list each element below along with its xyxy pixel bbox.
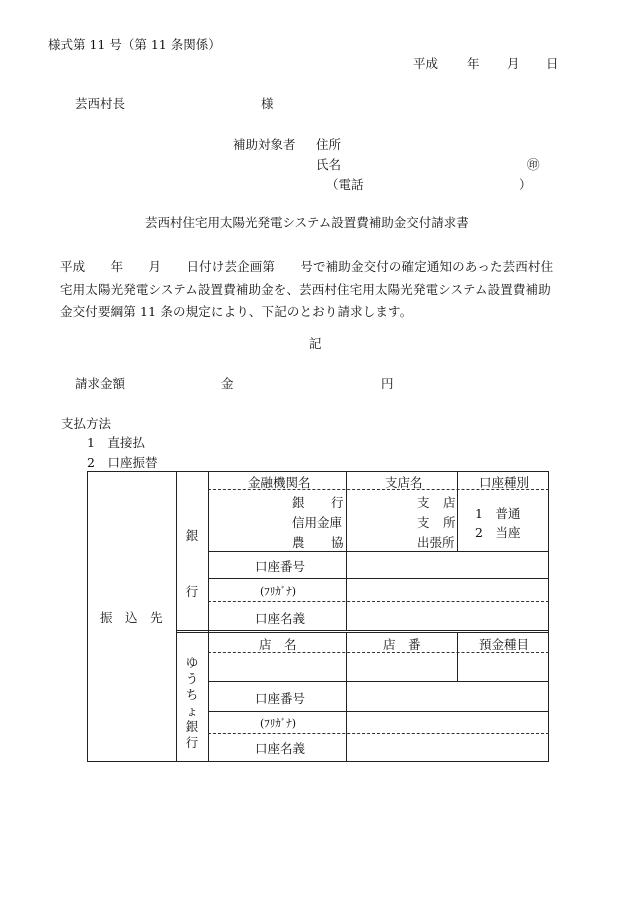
date-month: 月: [507, 56, 520, 71]
yucho-vertical-label-3: ち: [185, 687, 199, 702]
document-title: 芸西村住宅用太陽光発電システム設置費補助金交付請求書: [145, 215, 469, 230]
bank-furigana-label: (ﾌﾘｶﾞﾅ): [260, 585, 297, 598]
date-year: 年: [467, 56, 480, 71]
branch-type-shiten-1: 支: [417, 495, 430, 510]
address-label: 住所: [316, 137, 342, 152]
yucho-header-store-name: 店 名: [259, 637, 297, 652]
ki-mark: 記: [309, 336, 322, 351]
name-label: 氏名: [316, 157, 342, 172]
yucho-account-number-label: 口座番号: [255, 691, 306, 706]
form-number: 様式第 11 号（第 11 条関係）: [48, 37, 221, 52]
bank-account-number-label: 口座番号: [255, 559, 306, 574]
account-type-current: 2 当座: [475, 525, 521, 540]
applicant-label: 補助対象者: [233, 137, 296, 152]
yucho-vertical-label-1: ゆ: [185, 655, 199, 670]
bank-vertical-label-2: 行: [185, 584, 199, 599]
branch-type-shisho-2: 所: [443, 515, 456, 530]
body-paragraph: [60, 256, 600, 324]
yucho-furigana-label: (ﾌﾘｶﾞﾅ): [260, 717, 297, 730]
header-account-type: 口座種別: [479, 475, 530, 490]
phone-label: （電話: [326, 177, 364, 192]
transfer-destination-label: 振 込 先: [100, 610, 163, 625]
body-line: 平成 年 月 日付け芸企画第 号で補助金交付の確定通知のあった芸西村住: [60, 259, 554, 274]
amount-unit: 円: [381, 376, 394, 391]
header-branch-name: 支店名: [385, 475, 423, 490]
yucho-account-holder-label: 口座名義: [255, 741, 306, 756]
bank-vertical-label-1: 銀: [185, 528, 199, 543]
yucho-vertical-label-5: 銀: [185, 719, 199, 734]
payment-label: 支払方法: [61, 416, 112, 431]
header-institution-name: 金融機関名: [248, 475, 311, 490]
payment-option-direct: 1 直接払: [87, 435, 145, 450]
institution-type-nokyo-2: 協: [331, 535, 344, 550]
institution-type-shinkin: 信用金庫: [292, 515, 343, 530]
institution-type-bank-2: 行: [331, 495, 344, 510]
transfer-table: [87, 471, 549, 762]
institution-type-bank-1: 銀: [292, 495, 305, 510]
bank-account-holder-label: 口座名義: [255, 611, 306, 626]
amount-prefix: 金: [221, 376, 234, 391]
branch-type-shiten-2: 店: [443, 495, 456, 510]
yucho-header-store-number: 店 番: [383, 637, 421, 652]
yucho-header-deposit-type: 預金種目: [479, 637, 530, 652]
account-type-ordinary: 1 普通: [475, 506, 521, 521]
body-line: 金交付要綱第 11 条の規定により、下記のとおり請求します。: [60, 304, 413, 319]
date-day: 日: [546, 56, 559, 71]
yucho-vertical-label-2: う: [185, 671, 199, 686]
addressee-honorific: 様: [261, 96, 274, 111]
amount-label: 請求金額: [75, 376, 126, 391]
phone-close: ）: [519, 177, 532, 192]
yucho-vertical-label-6: 行: [185, 735, 199, 750]
branch-type-shucchojo: 出張所: [417, 535, 455, 550]
branch-type-shisho-1: 支: [417, 515, 430, 530]
seal-mark: ㊞: [527, 157, 540, 172]
body-line: 宅用太陽光発電システム設置費補助金を、芸西村住宅用太陽光発電システム設置費補助: [60, 281, 551, 297]
institution-type-nokyo-1: 農: [292, 535, 305, 550]
yucho-vertical-label-4: ょ: [185, 703, 199, 718]
payment-option-transfer: 2 口座振替: [87, 455, 158, 470]
addressee-name: 芸西村長: [75, 96, 126, 111]
date-era: 平成: [413, 56, 439, 71]
